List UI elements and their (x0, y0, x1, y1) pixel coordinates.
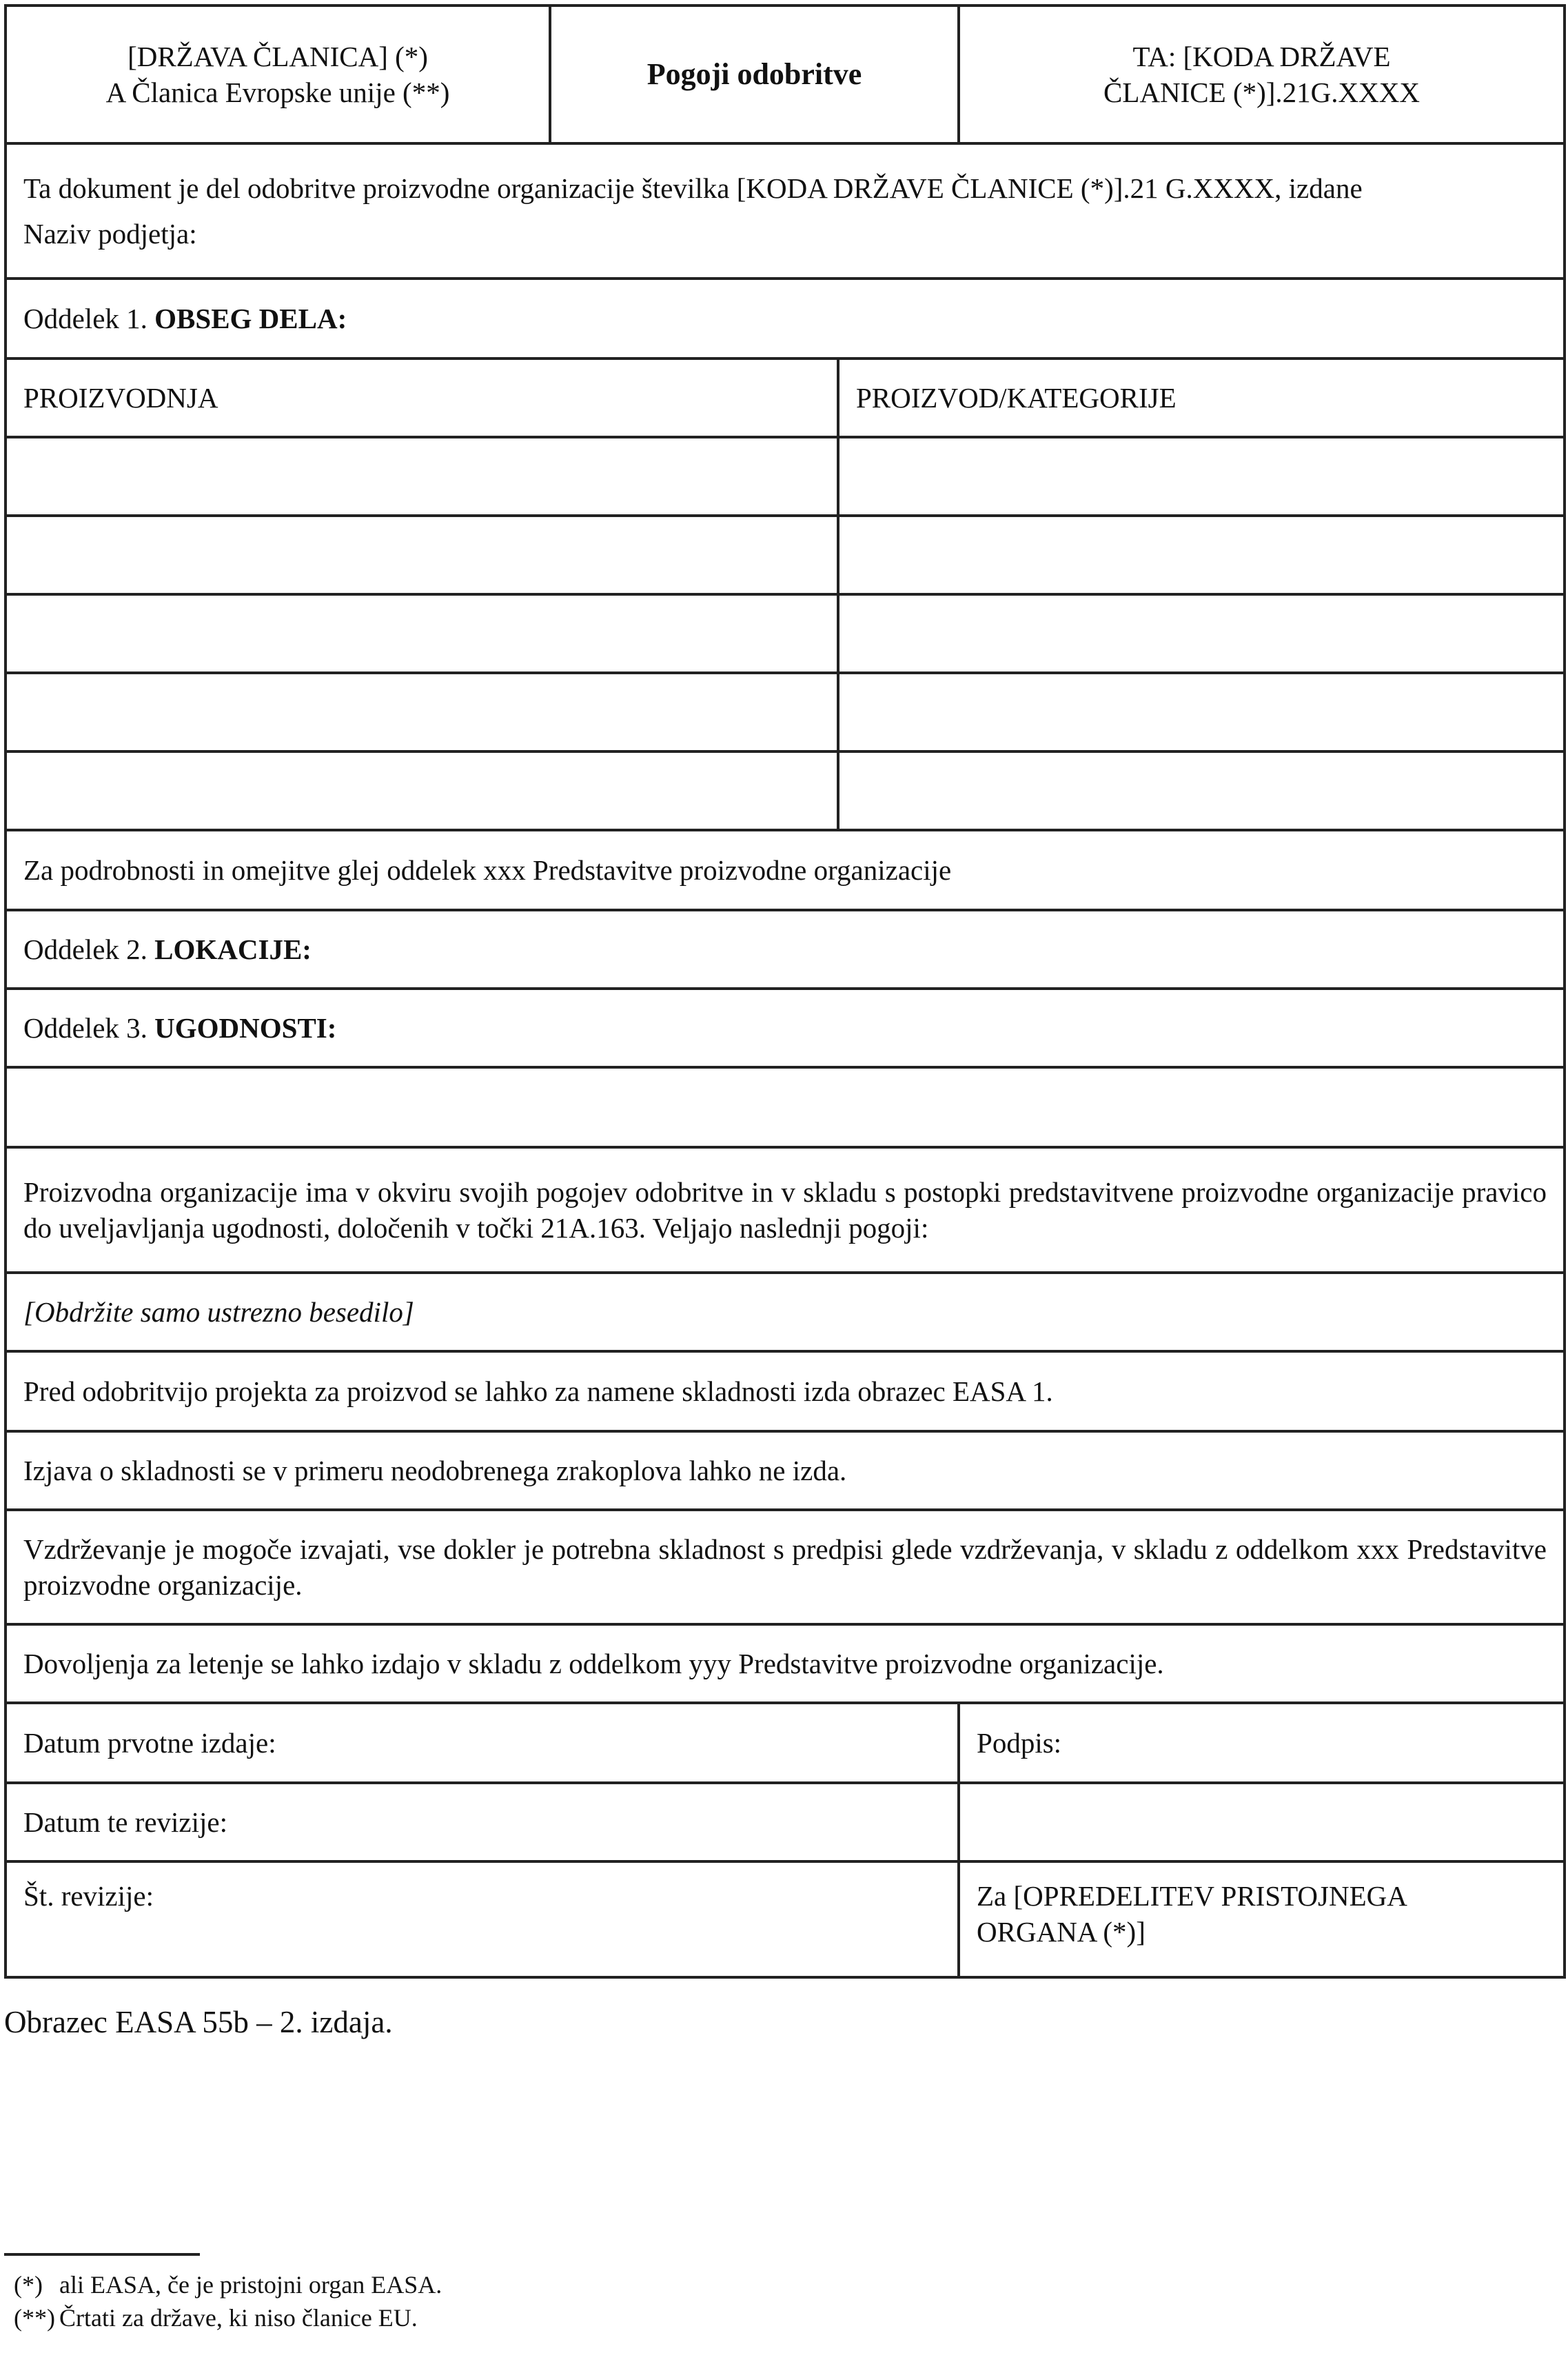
privileges-intro: Proizvodna organizacije ima v okviru svojih pogojev odobritve in v skladu s postopki predstavitvene proizvodne organizacije pravico do uveljavljanja ugodnosti, določenih v točki 21A.163. Veljajo naslednji pogoji: (23, 1176, 1547, 1244)
section1-note-cell (6, 830, 1565, 910)
intro-cell (6, 143, 1565, 279)
intro-statement: Ta dokument je del odobritve proizvodne organizacije številka [KODA DRŽAVE ČLANICE (*)].21 G.XXXX, izdane (23, 172, 1363, 204)
signature-label-cell (959, 1703, 1565, 1783)
section3-prefix: Oddelek 3. (23, 1012, 147, 1044)
eu-member-state: A Članica Evropske unije (**) (105, 77, 450, 108)
condition-3-cell (6, 1510, 1565, 1624)
approval-number-line2: ČLANICE (*)].21G.XXXX (1103, 77, 1420, 108)
revision-number-label: Št. revizije: (23, 1880, 154, 1912)
section1-heading (6, 279, 1565, 358)
section1-note: Za podrobnosti in omejitve glej oddelek xxx Predstavitve proizvodne organizacije (23, 854, 952, 886)
footnote-1-mark: (*) (14, 2271, 43, 2299)
issuing-state-cell (6, 6, 550, 143)
condition-2-cell (6, 1431, 1565, 1510)
products-label: PROIZVOD/KATEGORIJE (856, 382, 1177, 414)
revision-date-label: Datum te revizije: (23, 1806, 227, 1838)
approval-conditions-form (4, 4, 1566, 1979)
products-field-3[interactable] (838, 594, 1565, 673)
privileges-intro-cell (6, 1147, 1565, 1273)
issue-date-label: Datum prvotne izdaje: (23, 1727, 276, 1759)
footnote-divider (4, 2253, 200, 2256)
production-field-1[interactable] (6, 437, 838, 516)
condition-4: Dovoljenja za letenje se lahko izdajo v skladu z oddelkom yyy Predstavitve proizvodne organizacije. (23, 1648, 1164, 1679)
authority-line-1: Za [OPREDELITEV PRISTOJNEGA (977, 1880, 1407, 1912)
approval-number-cell (959, 6, 1565, 143)
section3-heading (6, 989, 1565, 1067)
condition-3: Vzdrževanje je mogoče izvajati, vse dokler je potrebna skladnost s predpisi glede vzdrževanja, v skladu z oddelkom xxx Predstavitve proizvodne organizacije. (23, 1533, 1547, 1601)
section3-title: UGODNOSTI: (154, 1012, 337, 1044)
condition-2: Izjava o skladnosti se v primeru neodobrenega zrakoplova lahko ne izda. (23, 1455, 847, 1486)
production-field-2[interactable] (6, 516, 838, 594)
production-label: PROIZVODNJA (23, 382, 218, 414)
footnote-1 (4, 2270, 442, 2300)
footnote-1-text: ali EASA, če je pristojni organ EASA. (59, 2271, 442, 2299)
section2-title: LOKACIJE: (154, 933, 312, 965)
products-field-1[interactable] (838, 437, 1565, 516)
instruction-cell (6, 1273, 1565, 1351)
issue-date-cell[interactable] (6, 1703, 959, 1783)
section1-prefix: Oddelek 1. (23, 303, 147, 334)
section2-prefix: Oddelek 2. (23, 933, 147, 965)
form-identifier: Obrazec EASA 55b – 2. izdaja. (4, 2005, 393, 2039)
company-name-label: Naziv podjetja: (23, 218, 197, 250)
authority-line-2: ORGANA (*)] (977, 1916, 1146, 1948)
condition-1-cell (6, 1351, 1565, 1431)
approval-number-line1: TA: [KODA DRŽAVE (1132, 41, 1391, 72)
form-title: Pogoji odobritve (646, 57, 862, 91)
revision-number-cell[interactable] (6, 1861, 959, 1977)
production-field-4[interactable] (6, 673, 838, 751)
condition-4-cell (6, 1624, 1565, 1703)
section2-heading (6, 910, 1565, 989)
products-header (838, 358, 1565, 437)
issuing-state: [DRŽAVA ČLANICA] (*) (128, 41, 428, 72)
form-title-cell (550, 6, 959, 143)
production-field-3[interactable] (6, 594, 838, 673)
products-field-4[interactable] (838, 673, 1565, 751)
products-field-5[interactable] (838, 751, 1565, 830)
revision-date-cell[interactable] (6, 1783, 959, 1861)
production-field-5[interactable] (6, 751, 838, 830)
authority-cell (959, 1861, 1565, 1977)
signature-field[interactable] (959, 1783, 1565, 1861)
condition-1: Pred odobritvijo projekta za proizvod se lahko za namene skladnosti izda obrazec EASA 1. (23, 1375, 1053, 1407)
footnote-2-mark: (**) (14, 2304, 55, 2332)
footnote-2-text: Črtati za države, ki niso članice EU. (59, 2304, 418, 2332)
footnote-2 (4, 2303, 418, 2333)
signature-label: Podpis: (977, 1727, 1062, 1759)
instruction-text: [Obdržite samo ustrezno besedilo] (23, 1296, 414, 1328)
locations-field[interactable] (6, 1067, 1565, 1147)
section1-title: OBSEG DELA: (154, 303, 347, 334)
products-field-2[interactable] (838, 516, 1565, 594)
production-header (6, 358, 838, 437)
